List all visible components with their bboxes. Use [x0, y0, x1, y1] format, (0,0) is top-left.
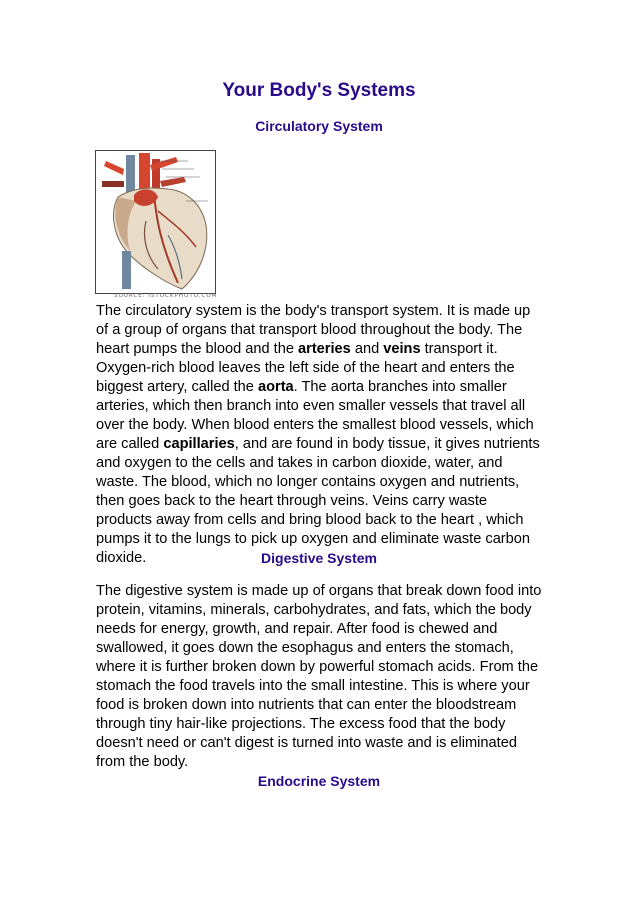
- heart-icon: [96, 151, 215, 293]
- section-heading-endocrine: Endocrine System: [257, 773, 381, 789]
- circulatory-paragraph: The circulatory system is the body's transport system. It is made up of a group of organs that transport blood throughout the body. The heart pumps the blood and the arteries and veins transport it. Oxygen-rich blood leaves the left side of the heart and enters the biggest artery, called the aorta. The aorta branches into smaller arteries, which then branch into even smaller vessels that travel all over the body. When blood enters the smallest blood vessels, which are called capillaries, and are found in body tissue, it gives nutrients and oxygen to the cells and takes in carbon dioxide, water, and waste. The blood, which no longer contains oxygen and nutrients, then goes back to the heart through veins. Veins carry waste products away from cells and bring blood back to the heart , which pumps it to the lungs to pick up oxygen and eliminate waste carbon dioxide.: [96, 303, 540, 566]
- digestive-paragraph: The digestive system is made up of organs that break down food into protein, vitamins, minerals, carbohydrates, and fats, which the body needs for energy, growth, and repair. After food is chewed and swallowed, it goes down the esophagus and enters the stomach, where it is further broken down by powerful stomach acids. From the stomach the food travels into the small intestine. This is where your food is broken down into nutrients that can enter the bloodstream through tiny hair-like projections. The excess food that the body doesn't need or can't digest is turned into waste and is eliminated from the body.: [96, 583, 542, 770]
- page-title: Your Body's Systems: [222, 80, 416, 101]
- section-heading-digestive: Digestive System: [261, 550, 377, 566]
- image-credit: SOURCE: ISTOCKPHOTO.COM: [114, 293, 218, 299]
- section-heading-circulatory: Circulatory System: [255, 118, 383, 134]
- heart-illustration: [95, 150, 216, 294]
